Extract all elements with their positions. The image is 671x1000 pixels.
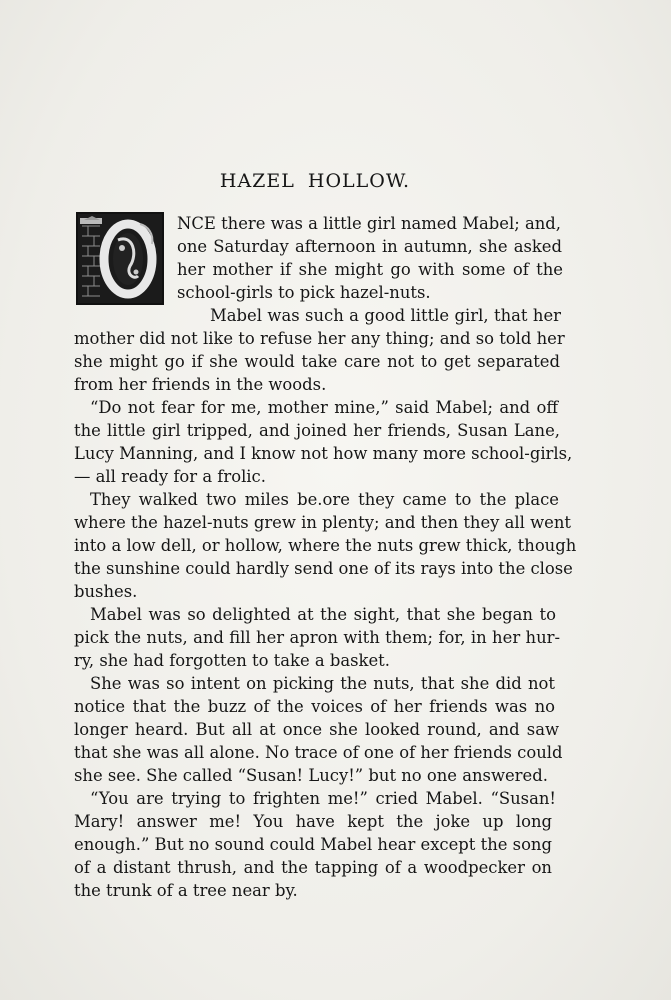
text-line: from her friends in the woods. [74, 375, 327, 394]
text-line: Mabel was so delighted at the sight, that she began to [90, 605, 556, 624]
text-line: notice that the buzz of the voices of her friends was no [74, 697, 555, 716]
text-line: “You are trying to frighten me!” cried Mabel. “Susan! [90, 789, 556, 808]
text-line: the little girl tripped, and joined her friends, Susan Lane, [74, 421, 560, 440]
text-line: longer heard. But all at once she looked round, and saw [74, 720, 559, 739]
text-line: — all ready for a frolic. [74, 467, 266, 486]
text-line: NCE there was a little girl named Mabel; and, [177, 214, 561, 233]
text-line: bushes. [74, 582, 138, 601]
text-line: she see. She called “Susan! Lucy!” but no one answered. [74, 766, 548, 785]
text-line: her mother if she might go with some of the [177, 260, 563, 279]
drop-cap-o-icon [78, 214, 162, 303]
text-line: enough.” But no sound could Mabel hear except the song [74, 835, 552, 854]
text-line: ry, she had forgotten to take a basket. [74, 651, 390, 670]
text-line: They walked two miles be.ore they came to the place [90, 490, 559, 509]
chapter-title: HAZEL HOLLOW. [219, 170, 411, 192]
text-line: Lucy Manning, and I know not how many more school-girls, [74, 444, 573, 463]
text-line: mother did not like to refuse her any thing; and so told her [74, 329, 565, 348]
text-line: the trunk of a tree near by. [74, 881, 298, 900]
text-line: school-girls to pick hazel-nuts. [177, 283, 431, 302]
text-line: She was so intent on picking the nuts, that she did not [90, 674, 555, 693]
text-line: she might go if she would take care not to get separated [74, 352, 560, 371]
text-line: into a low dell, or hollow, where the nuts grew thick, though [74, 536, 577, 555]
text-line: the sunshine could hardly send one of its rays into the close [74, 559, 573, 578]
text-line: Mary! answer me! You have kept the joke up long [74, 812, 552, 831]
text-line: “Do not fear for me, mother mine,” said Mabel; and off [90, 398, 558, 417]
drop-cap-ornament [76, 212, 164, 305]
text-line: pick the nuts, and fill her apron with them; for, in her hur- [74, 628, 560, 647]
text-line: of a distant thrush, and the tapping of a woodpecker on [74, 858, 552, 877]
text-line: one Saturday afternoon in autumn, she asked [177, 237, 562, 256]
text-line: where the hazel-nuts grew in plenty; and then they all went [74, 513, 571, 532]
text-line: Mabel was such a good little girl, that her [210, 306, 561, 325]
text-line: that she was all alone. No trace of one of her friends could [74, 743, 563, 762]
